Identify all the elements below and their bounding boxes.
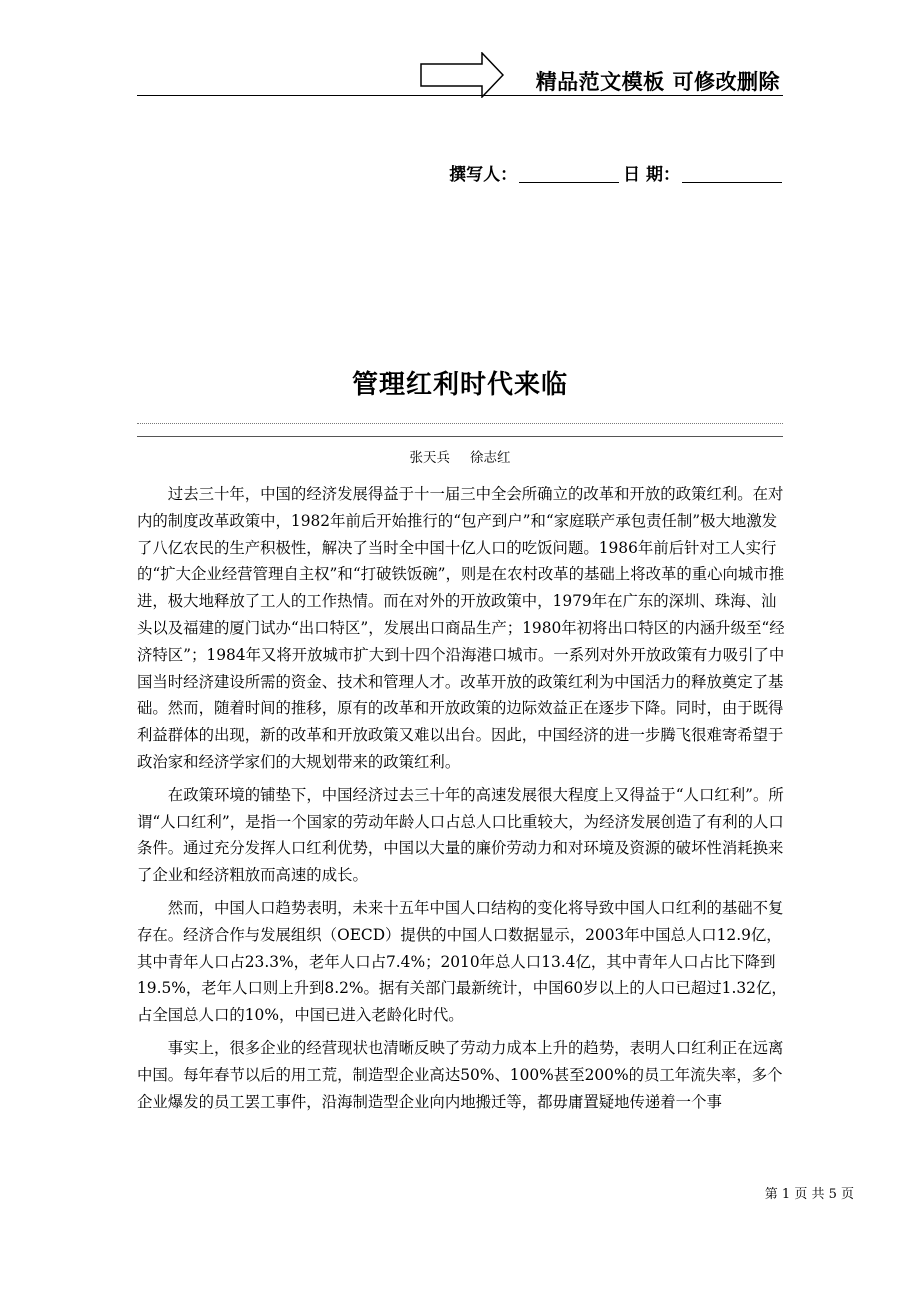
paragraph: 过去三十年，中国的经济发展得益于十一届三中全会所确立的改革和开放的政策红利。在对内的制度改革政策中，1982年前后开始推行的“包产到户”和“家庭联产承包责任制”极大地激发了八亿农民的生产积极性，解决了当时全中国十亿人口的吃饭问题。1986年前后针对工人实行的“扩大企业经营管理自主权”和“打破铁饭碗”，则是在农村改革的基础上将改革的重心向城市推进，极大地释放了工人的工作热情。而在对外的开放政策中，1979年在广东的深圳、珠海、汕头以及福建的厦门试办“出口特区”，发展出口商品生产；1980年初将出口特区的内涵升级至“经济特区”；1984年又将开放城市扩大到十四个沿海港口城市。一系列对外开放政策有力吸引了中国当时经济建设所需的资金、技术和管理人才。改革开放的政策红利为中国活力的释放奠定了基础。然而，随着时间的推移，原有的改革和开放政策的边际效益正在逐步下降。同时，由于既得利益群体的出现，新的改革和开放政策又难以出台。因此，中国经济的进一步腾飞很难寄希望于政治家和经济学家们的大规划带来的政策红利。 [137, 485, 785, 771]
date-blank [682, 165, 782, 183]
arrow-icon [420, 52, 504, 98]
title-rule [137, 436, 783, 437]
author-blank [519, 165, 619, 183]
title-rule-dotted [137, 423, 783, 424]
authors [0, 446, 920, 466]
author-date-line [449, 160, 782, 185]
article-body [137, 481, 787, 1121]
document-title: 管理红利时代来临 [351, 370, 568, 400]
page-number: 第 1 页 共 5 页 [764, 1187, 854, 1202]
header-title: 精品范文模板 可修改删除 [535, 70, 780, 94]
paragraph: 事实上，很多企业的经营现状也清晰反映了劳动力成本上升的趋势，表明人口红利正在远离中国。每年春节以后的用工荒，制造型企业高达50%、100%甚至200%的员工年流失率，多个企业爆发的员工罢工事件，沿海制造型企业向内地搬迁等，都毋庸置疑地传递着一个事 [137, 1038, 784, 1111]
author-label: 撰写人： [449, 165, 518, 185]
header-rule [137, 95, 783, 96]
author-name: 徐志红 [470, 450, 511, 466]
paragraph: 在政策环境的铺垫下，中国经济过去三十年的高速发展很大程度上又得益于“人口红利”。所谓“人口红利”，是指一个国家的劳动年龄人口占总人口比重较大，为经济发展创造了有利的人口条件。通过充分发挥人口红利优势，中国以大量的廉价劳动力和对环境及资源的破坏性消耗换来了企业和经济粗放而高速的成长。 [137, 785, 784, 885]
date-label: 日 期： [623, 165, 680, 185]
paragraph: 然而，中国人口趋势表明，未来十五年中国人口结构的变化将导致中国人口红利的基础不复存在。经济合作与发展组织（OECD）提供的中国人口数据显示，2003年中国总人口12.9亿，其中青年人口占23.3%，老年人口占7.4%；2010年总人口13.4亿，其中青年人口占比下降到19.5%，老年人口则上升到8.2%。据有关部门最新统计，中国60岁以上的人口已超过1.32亿，占全国总人口的10%，中国已进入老龄化时代。 [137, 898, 787, 1025]
author-name: 张天兵 [409, 450, 450, 466]
